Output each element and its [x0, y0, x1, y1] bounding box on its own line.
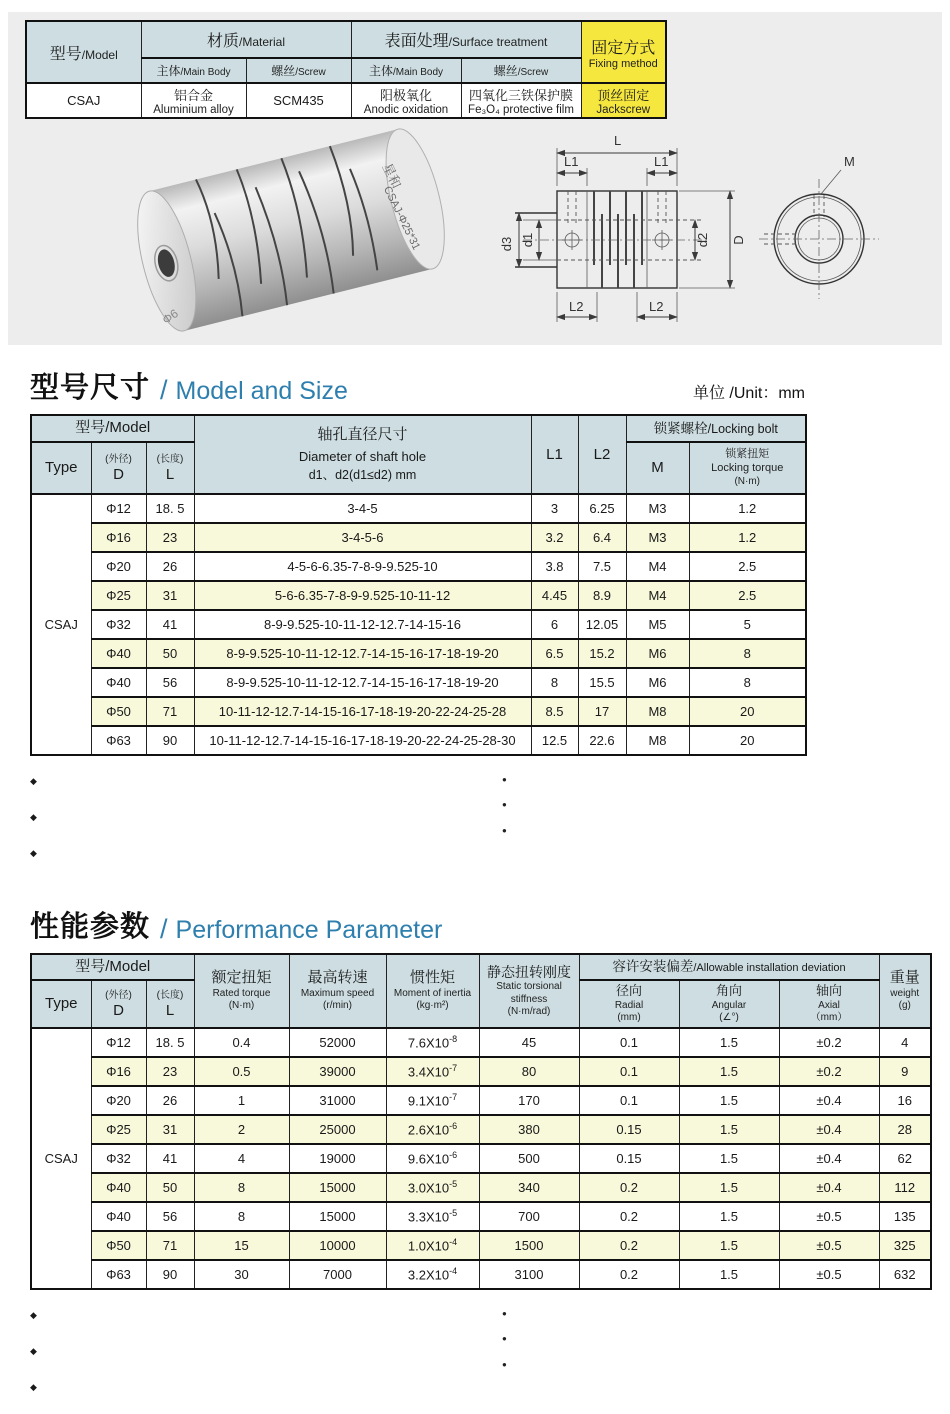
dim-label-L2-left: L2: [569, 299, 584, 314]
perf-cell-torque: 1: [194, 1086, 289, 1115]
perf-header-max-speed: 最高转速 Maximum speed (r/min): [289, 954, 386, 1028]
perf-header-l: (长度) L: [146, 980, 194, 1028]
perf-header-rated-torque: 额定扭矩 Rated torque (N·m): [194, 954, 289, 1028]
size-cell-l1: 8.5: [531, 697, 578, 726]
size-cell-l: 41: [146, 610, 194, 639]
note-item: [30, 1306, 478, 1327]
size-cell-l: 71: [146, 697, 194, 726]
size-cell-l2: 12.05: [578, 610, 626, 639]
size-cell-l1: 3: [531, 494, 578, 523]
perf-cell-radial: 0.2: [579, 1202, 679, 1231]
perf-cell-axial: ±0.4: [779, 1086, 879, 1115]
spec-model-value: CSAJ: [26, 83, 141, 118]
size-cell-m: M4: [626, 552, 689, 581]
note-item: [502, 823, 920, 839]
spec-body-surface: 阳极氧化 Anodic oxidation: [351, 83, 461, 118]
size-cell-l1: 8: [531, 668, 578, 697]
section-model-size: [30, 365, 805, 406]
size-cell-l2: 8.9: [578, 581, 626, 610]
size-header-l2: L2: [578, 415, 626, 494]
dim-label-L2-right: L2: [649, 299, 664, 314]
size-cell-l1: 6: [531, 610, 578, 639]
perf-cell-l: 31: [146, 1115, 194, 1144]
size-notes-cn: [30, 772, 478, 880]
size-cell-l2: 22.6: [578, 726, 626, 755]
spec-body-material: 铝合金 Aluminium alloy: [141, 83, 246, 118]
size-cell-d: Φ63: [91, 726, 146, 755]
note-item: [502, 797, 920, 813]
dim-label-d1: d1: [520, 232, 535, 248]
size-cell-l1: 3.8: [531, 552, 578, 581]
spec-screw-surface: 四氧化三铁保护膜 Fe₃O₄ protective film: [461, 83, 581, 118]
perf-cell-l: 90: [146, 1260, 194, 1289]
engraving-brand: 星和: [379, 160, 405, 191]
perf-cell-angular: 1.5: [679, 1028, 779, 1057]
perf-table-row: [31, 1115, 931, 1144]
size-cell-torque: 20: [689, 697, 806, 726]
size-table-row: [31, 523, 806, 552]
note-item: [30, 772, 478, 793]
size-table-row: [31, 581, 806, 610]
size-cell-torque: 1.2: [689, 494, 806, 523]
dim-label-L1-right: L1: [654, 154, 669, 169]
section2-slash: /: [160, 914, 168, 945]
perf-cell-inertia: $3.4X10^{-7}$: [386, 1057, 479, 1086]
perf-cell-speed: 19000: [289, 1144, 386, 1173]
perf-cell-d: Φ12: [91, 1028, 146, 1057]
size-table-row: [31, 726, 806, 755]
perf-cell-l: 23: [146, 1057, 194, 1086]
section2-title-cn: 性能参数: [30, 911, 151, 944]
spec-subheader-screw-2: 螺丝/Screw: [461, 58, 581, 83]
size-cell-l2: 15.5: [578, 668, 626, 697]
perf-cell-speed: 15000: [289, 1202, 386, 1231]
unit-note: 单位 /Unit：mm: [692, 385, 805, 402]
perf-cell-angular: 1.5: [679, 1057, 779, 1086]
perf-cell-axial: ±0.4: [779, 1115, 879, 1144]
technical-drawing: [463, 120, 948, 345]
size-cell-l2: 6.4: [578, 523, 626, 552]
perf-cell-weight: 112: [879, 1173, 931, 1202]
perf-cell-radial: 0.1: [579, 1028, 679, 1057]
section1-title-en: Model and Size: [175, 377, 348, 405]
perf-cell-d: Φ63: [91, 1260, 146, 1289]
size-cell-d: Φ32: [91, 610, 146, 639]
perf-cell-l: 41: [146, 1144, 194, 1173]
perf-header-inertia: 惯性矩 Moment of inertia (kg·m²): [386, 954, 479, 1028]
size-cell-m: M8: [626, 697, 689, 726]
perf-cell-axial: ±0.2: [779, 1028, 879, 1057]
perf-cell-stiffness: 340: [479, 1173, 579, 1202]
perf-cell-speed: 7000: [289, 1260, 386, 1289]
size-cell-torque: 2.5: [689, 552, 806, 581]
size-cell-l2: 17: [578, 697, 626, 726]
top-panel: [8, 12, 942, 345]
perf-header-d: (外径) D: [91, 980, 146, 1028]
perf-cell-speed: 15000: [289, 1173, 386, 1202]
perf-cell-l: 56: [146, 1202, 194, 1231]
catalog-page: [0, 12, 950, 1410]
note-item: [502, 1357, 920, 1373]
spec-subheader-screw-1: 螺丝/Screw: [246, 58, 351, 83]
size-cell-holes: 3-4-5: [194, 494, 531, 523]
perf-table-row: [31, 1260, 931, 1289]
size-cell-m: M4: [626, 581, 689, 610]
spec-screw-material: SCM435: [246, 83, 351, 118]
size-cell-torque: 8: [689, 639, 806, 668]
perf-cell-speed: 10000: [289, 1231, 386, 1260]
size-table-row: [31, 668, 806, 697]
perf-header-axial: 轴向 Axial （mm）: [779, 980, 879, 1028]
size-cell-l1: 3.2: [531, 523, 578, 552]
size-header-locking-bolt: 锁紧螺栓/Locking bolt: [626, 415, 806, 442]
perf-cell-d: Φ40: [91, 1202, 146, 1231]
perf-header-deviation: 容许安装偏差/Allowable installation deviation: [579, 954, 879, 980]
perf-cell-inertia: $3.2X10^{-4}$: [386, 1260, 479, 1289]
size-cell-holes: 10-11-12-12.7-14-15-16-17-18-19-20-22-24-25-28-30: [194, 726, 531, 755]
size-cell-holes: 3-4-5-6: [194, 523, 531, 552]
perf-table-row: [31, 1144, 931, 1173]
size-header-d: (外径) D: [91, 442, 146, 494]
size-cell-d: Φ40: [91, 668, 146, 697]
perf-cell-radial: 0.15: [579, 1115, 679, 1144]
section1-title-cn: 型号尺寸: [30, 372, 151, 404]
size-cell-m: M3: [626, 523, 689, 552]
size-cell-l1: 4.45: [531, 581, 578, 610]
size-cell-d: Φ20: [91, 552, 146, 581]
perf-type-cell: CSAJ: [31, 1028, 91, 1289]
perf-cell-torque: 8: [194, 1202, 289, 1231]
size-cell-torque: 8: [689, 668, 806, 697]
perf-header-model: 型号/Model: [31, 954, 194, 980]
spec-subheader-main-body-1: 主体/Main Body: [141, 58, 246, 83]
note-item: [30, 844, 478, 865]
perf-cell-axial: ±0.4: [779, 1144, 879, 1173]
spec-header-fixing: 固定方式 Fixing method: [581, 21, 666, 83]
perf-cell-radial: 0.2: [579, 1260, 679, 1289]
perf-cell-radial: 0.1: [579, 1057, 679, 1086]
size-cell-holes: 10-11-12-12.7-14-15-16-17-18-19-20-22-24-25-28: [194, 697, 531, 726]
perf-cell-angular: 1.5: [679, 1115, 779, 1144]
size-cell-l: 90: [146, 726, 194, 755]
perf-table-row: [31, 1028, 931, 1057]
size-header-m: M: [626, 442, 689, 494]
size-header-locking-torque: 锁紧扭矩 Locking torque (N·m): [689, 442, 806, 494]
spec-subheader-main-body-2: 主体/Main Body: [351, 58, 461, 83]
perf-cell-inertia: $2.6X10^{-6}$: [386, 1115, 479, 1144]
perf-cell-torque: 0.5: [194, 1057, 289, 1086]
size-cell-torque: 1.2: [689, 523, 806, 552]
perf-cell-axial: ±0.5: [779, 1260, 879, 1289]
size-table-row: [31, 610, 806, 639]
perf-table-row: [31, 1173, 931, 1202]
perf-cell-weight: 135: [879, 1202, 931, 1231]
size-cell-l2: 6.25: [578, 494, 626, 523]
size-cell-l: 26: [146, 552, 194, 581]
spec-table: [25, 20, 667, 119]
size-table-row: [31, 697, 806, 726]
size-cell-holes: 5-6-6.35-7-8-9-9.525-10-11-12: [194, 581, 531, 610]
size-cell-m: M8: [626, 726, 689, 755]
perf-cell-angular: 1.5: [679, 1173, 779, 1202]
perf-cell-inertia: $1.0X10^{-4}$: [386, 1231, 479, 1260]
size-cell-d: Φ40: [91, 639, 146, 668]
note-item: [30, 1378, 478, 1399]
perf-cell-radial: 0.2: [579, 1231, 679, 1260]
perf-cell-torque: 15: [194, 1231, 289, 1260]
size-notes-en: [502, 772, 920, 880]
perf-cell-axial: ±0.2: [779, 1057, 879, 1086]
perf-table-row: [31, 1202, 931, 1231]
front-view: [759, 154, 879, 299]
perf-cell-stiffness: 45: [479, 1028, 579, 1057]
perf-cell-weight: 16: [879, 1086, 931, 1115]
perf-cell-inertia: $3.3X10^{-5}$: [386, 1202, 479, 1231]
perf-header-weight: 重量 weight (g): [879, 954, 931, 1028]
note-item: [502, 1306, 920, 1322]
perf-cell-torque: 4: [194, 1144, 289, 1173]
perf-header-type: Type: [31, 980, 91, 1028]
perf-cell-d: Φ20: [91, 1086, 146, 1115]
perf-cell-torque: 8: [194, 1173, 289, 1202]
perf-cell-d: Φ25: [91, 1115, 146, 1144]
size-cell-m: M5: [626, 610, 689, 639]
size-cell-m: M6: [626, 639, 689, 668]
size-header-shaft-hole: 轴孔直径尺寸 Diameter of shaft hole d1、d2(d1≤d2) mm: [194, 415, 531, 494]
size-table-row: [31, 494, 806, 523]
perf-cell-stiffness: 3100: [479, 1260, 579, 1289]
perf-cell-angular: 1.5: [679, 1202, 779, 1231]
perf-cell-speed: 25000: [289, 1115, 386, 1144]
size-cell-l: 23: [146, 523, 194, 552]
perf-cell-speed: 31000: [289, 1086, 386, 1115]
spec-header-material: 材质/Material: [141, 21, 351, 58]
perf-cell-l: 71: [146, 1231, 194, 1260]
size-cell-l1: 6.5: [531, 639, 578, 668]
dim-label-D: D: [731, 235, 746, 245]
perf-cell-axial: ±0.4: [779, 1173, 879, 1202]
perf-cell-radial: 0.2: [579, 1173, 679, 1202]
perf-header-stiffness: 静态扭转刚度 Static torsional stiffness (N·m/rad): [479, 954, 579, 1028]
perf-cell-weight: 4: [879, 1028, 931, 1057]
perf-cell-l: 26: [146, 1086, 194, 1115]
perf-cell-weight: 325: [879, 1231, 931, 1260]
perf-cell-weight: 28: [879, 1115, 931, 1144]
perf-cell-stiffness: 500: [479, 1144, 579, 1173]
perf-cell-l: 18. 5: [146, 1028, 194, 1057]
perf-cell-stiffness: 170: [479, 1086, 579, 1115]
section-performance: [30, 904, 930, 945]
perf-cell-radial: 0.15: [579, 1144, 679, 1173]
perf-cell-stiffness: 1500: [479, 1231, 579, 1260]
dim-label-L1-left: L1: [564, 154, 579, 169]
size-cell-d: Φ16: [91, 523, 146, 552]
size-cell-l1: 12.5: [531, 726, 578, 755]
perf-cell-d: Φ32: [91, 1144, 146, 1173]
perf-cell-d: Φ16: [91, 1057, 146, 1086]
coupling-body: [126, 124, 456, 337]
perf-cell-inertia: $9.1X10^{-7}$: [386, 1086, 479, 1115]
perf-cell-speed: 52000: [289, 1028, 386, 1057]
size-cell-torque: 20: [689, 726, 806, 755]
perf-cell-weight: 632: [879, 1260, 931, 1289]
dim-label-d3: d3: [499, 236, 514, 252]
size-header-model: 型号/Model: [31, 415, 194, 442]
size-cell-m: M3: [626, 494, 689, 523]
perf-cell-torque: 0.4: [194, 1028, 289, 1057]
perf-cell-torque: 2: [194, 1115, 289, 1144]
perf-cell-axial: ±0.5: [779, 1231, 879, 1260]
section1-slash: /: [160, 375, 168, 405]
perf-header-radial: 径向 Radial (mm): [579, 980, 679, 1028]
dim-label-L: L: [614, 133, 622, 148]
size-table-row: [31, 639, 806, 668]
size-cell-holes: 8-9-9.525-10-11-12-12.7-14-15-16-17-18-19-20: [194, 668, 531, 697]
perf-cell-speed: 39000: [289, 1057, 386, 1086]
size-cell-l: 56: [146, 668, 194, 697]
size-cell-l: 18. 5: [146, 494, 194, 523]
performance-table: [30, 953, 932, 1290]
perf-table-row: [31, 1086, 931, 1115]
product-photo: [93, 124, 483, 342]
size-table-row: [31, 552, 806, 581]
perf-cell-inertia: $7.6X10^{-8}$: [386, 1028, 479, 1057]
spec-fixing-value: 顶丝固定 Jackscrew: [581, 83, 666, 118]
perf-cell-stiffness: 380: [479, 1115, 579, 1144]
size-cell-torque: 5: [689, 610, 806, 639]
perf-cell-stiffness: 700: [479, 1202, 579, 1231]
perf-table-row: [31, 1057, 931, 1086]
note-item: [502, 772, 920, 788]
spec-header-surface: 表面处理/Surface treatment: [351, 21, 581, 58]
size-cell-holes: 8-9-9.525-10-11-12-12.7-14-15-16-17-18-19-20: [194, 639, 531, 668]
note-item: [502, 1331, 920, 1347]
perf-cell-angular: 1.5: [679, 1231, 779, 1260]
perf-header-angular: 角向 Angular (∠°): [679, 980, 779, 1028]
perf-cell-radial: 0.1: [579, 1086, 679, 1115]
perf-cell-torque: 30: [194, 1260, 289, 1289]
perf-cell-inertia: $9.6X10^{-6}$: [386, 1144, 479, 1173]
perf-cell-weight: 9: [879, 1057, 931, 1086]
side-view: [499, 133, 746, 322]
perf-cell-d: Φ40: [91, 1173, 146, 1202]
note-item: [30, 1342, 478, 1363]
size-notes: [30, 772, 920, 880]
dim-label-d2: d2: [695, 232, 710, 248]
perf-cell-inertia: $3.0X10^{-5}$: [386, 1173, 479, 1202]
size-cell-l: 50: [146, 639, 194, 668]
spec-header-model: 型号/Model: [26, 21, 141, 83]
size-cell-m: M6: [626, 668, 689, 697]
perf-cell-weight: 62: [879, 1144, 931, 1173]
size-header-type: Type: [31, 442, 91, 494]
perf-cell-angular: 1.5: [679, 1086, 779, 1115]
perf-cell-axial: ±0.5: [779, 1202, 879, 1231]
size-cell-l2: 15.2: [578, 639, 626, 668]
size-cell-torque: 2.5: [689, 581, 806, 610]
size-header-l: (长度) L: [146, 442, 194, 494]
note-item: [30, 808, 478, 829]
perf-cell-l: 50: [146, 1173, 194, 1202]
engraving-model: CSAJ-Φ25*31: [380, 184, 423, 252]
size-cell-d: Φ12: [91, 494, 146, 523]
perf-table-row: [31, 1231, 931, 1260]
size-cell-holes: 8-9-9.525-10-11-12-12.7-14-15-16: [194, 610, 531, 639]
perf-cell-angular: 1.5: [679, 1260, 779, 1289]
size-cell-d: Φ50: [91, 697, 146, 726]
dim-label-M: M: [844, 154, 855, 169]
perf-cell-angular: 1.5: [679, 1144, 779, 1173]
size-cell-holes: 4-5-6-6.35-7-8-9-9.525-10: [194, 552, 531, 581]
size-type-cell: CSAJ: [31, 494, 91, 755]
size-cell-l2: 7.5: [578, 552, 626, 581]
size-cell-l: 31: [146, 581, 194, 610]
model-size-table: [30, 414, 807, 756]
size-cell-d: Φ25: [91, 581, 146, 610]
size-header-l1: L1: [531, 415, 578, 494]
section2-title-en: Performance Parameter: [175, 916, 443, 945]
perf-cell-d: Φ50: [91, 1231, 146, 1260]
perf-cell-stiffness: 80: [479, 1057, 579, 1086]
bore-size-label: 9Φ: [159, 306, 181, 327]
